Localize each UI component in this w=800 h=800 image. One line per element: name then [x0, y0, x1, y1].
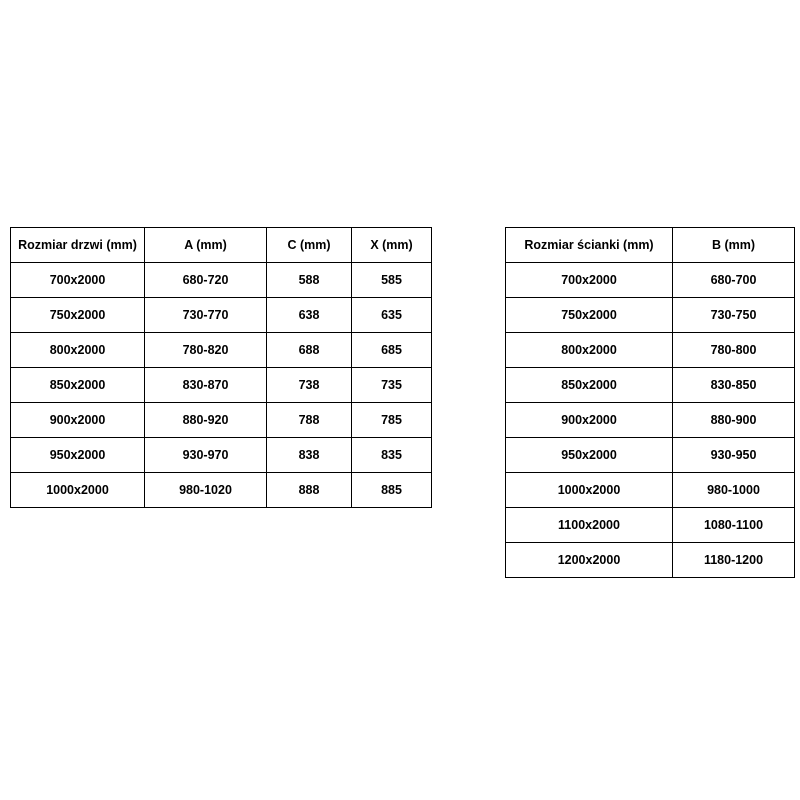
- cell-c: 638: [267, 298, 352, 333]
- cell-x: 635: [352, 298, 432, 333]
- cell-x: 585: [352, 263, 432, 298]
- table-header-row: [11, 228, 432, 263]
- cell-door-size: 800x2000: [11, 333, 145, 368]
- cell-wall-size: 750x2000: [506, 298, 673, 333]
- cell-door-size: 950x2000: [11, 438, 145, 473]
- cell-b: 830-850: [673, 368, 795, 403]
- cell-x: 835: [352, 438, 432, 473]
- table-row: [11, 333, 432, 368]
- cell-a: 830-870: [145, 368, 267, 403]
- cell-c: 738: [267, 368, 352, 403]
- cell-wall-size: 950x2000: [506, 438, 673, 473]
- cell-wall-size: 1200x2000: [506, 543, 673, 578]
- cell-door-size: 750x2000: [11, 298, 145, 333]
- cell-c: 588: [267, 263, 352, 298]
- cell-door-size: 850x2000: [11, 368, 145, 403]
- table-row: [506, 403, 795, 438]
- table-row: [506, 438, 795, 473]
- column-header-door-size: Rozmiar drzwi (mm): [11, 228, 145, 263]
- column-header-c: C (mm): [267, 228, 352, 263]
- column-header-wall-size: Rozmiar ścianki (mm): [506, 228, 673, 263]
- column-header-b: B (mm): [673, 228, 795, 263]
- table-row: [506, 368, 795, 403]
- cell-wall-size: 700x2000: [506, 263, 673, 298]
- cell-b: 930-950: [673, 438, 795, 473]
- table-row: [11, 298, 432, 333]
- cell-wall-size: 850x2000: [506, 368, 673, 403]
- table-row: [506, 543, 795, 578]
- cell-a: 880-920: [145, 403, 267, 438]
- column-header-a: A (mm): [145, 228, 267, 263]
- table-row: [11, 438, 432, 473]
- cell-a: 780-820: [145, 333, 267, 368]
- cell-wall-size: 1100x2000: [506, 508, 673, 543]
- cell-b: 680-700: [673, 263, 795, 298]
- cell-x: 735: [352, 368, 432, 403]
- cell-c: 888: [267, 473, 352, 508]
- cell-b: 730-750: [673, 298, 795, 333]
- table-row: [11, 473, 432, 508]
- cell-wall-size: 900x2000: [506, 403, 673, 438]
- cell-b: 880-900: [673, 403, 795, 438]
- table-row: [11, 368, 432, 403]
- cell-c: 838: [267, 438, 352, 473]
- cell-c: 788: [267, 403, 352, 438]
- table-row: [506, 473, 795, 508]
- cell-b: 780-800: [673, 333, 795, 368]
- cell-a: 730-770: [145, 298, 267, 333]
- cell-a: 980-1020: [145, 473, 267, 508]
- cell-door-size: 700x2000: [11, 263, 145, 298]
- column-header-x: X (mm): [352, 228, 432, 263]
- table-row: [506, 508, 795, 543]
- table-row: [11, 263, 432, 298]
- cell-door-size: 900x2000: [11, 403, 145, 438]
- cell-b: 1080-1100: [673, 508, 795, 543]
- cell-c: 688: [267, 333, 352, 368]
- cell-x: 885: [352, 473, 432, 508]
- cell-a: 930-970: [145, 438, 267, 473]
- door-size-table: [10, 227, 432, 508]
- cell-a: 680-720: [145, 263, 267, 298]
- table-row: [506, 333, 795, 368]
- table-row: [506, 263, 795, 298]
- cell-door-size: 1000x2000: [11, 473, 145, 508]
- cell-b: 1180-1200: [673, 543, 795, 578]
- cell-b: 980-1000: [673, 473, 795, 508]
- table-row: [506, 298, 795, 333]
- table-row: [11, 403, 432, 438]
- cell-wall-size: 1000x2000: [506, 473, 673, 508]
- wall-size-table: [505, 227, 795, 578]
- cell-wall-size: 800x2000: [506, 333, 673, 368]
- cell-x: 785: [352, 403, 432, 438]
- cell-x: 685: [352, 333, 432, 368]
- table-header-row: [506, 228, 795, 263]
